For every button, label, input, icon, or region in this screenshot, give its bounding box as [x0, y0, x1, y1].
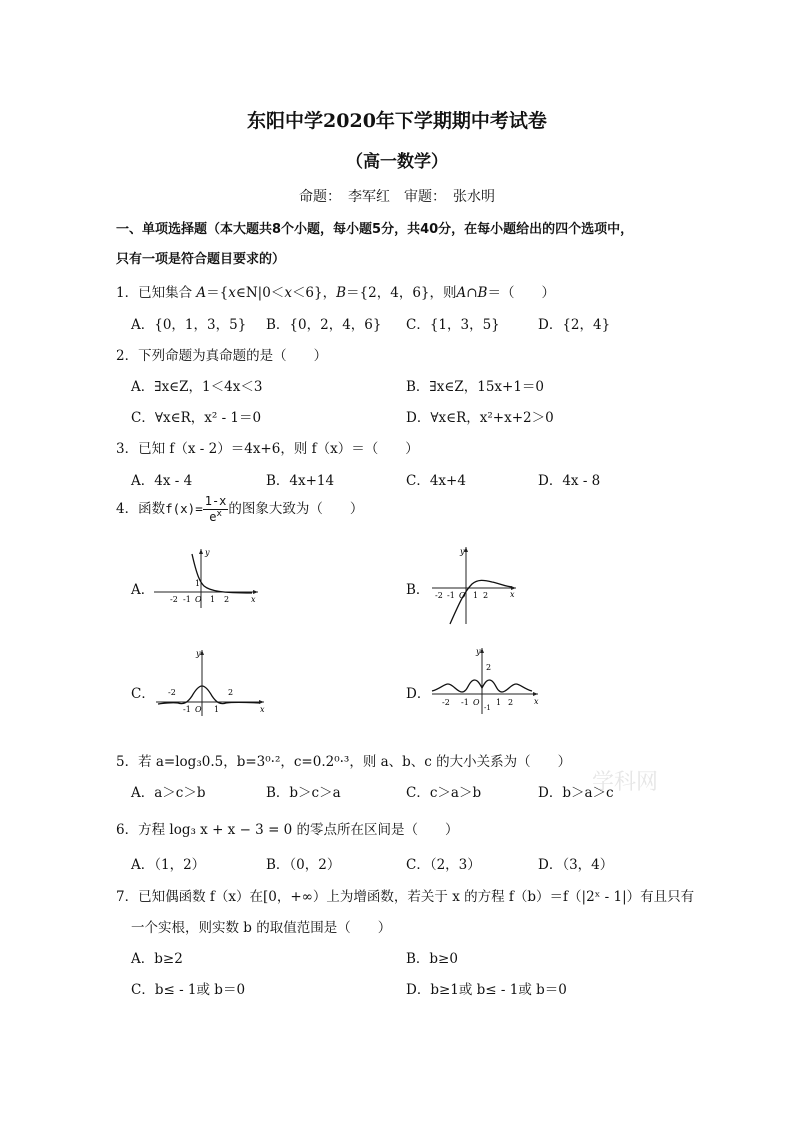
q4-label-a: A． [131, 582, 155, 598]
q1-intersection: A∩B [456, 285, 488, 301]
q7-option-a: A．b≥2 [131, 951, 183, 967]
q2-option-c: C．∀x∈R，x² - 1＝0 [131, 410, 262, 426]
graph-d-y-label: y [476, 647, 481, 656]
q1-option-b: B．{0，2，4，6} [266, 317, 382, 333]
q7-option-b: B．b≥0 [406, 951, 458, 967]
graph-a-x-label: x [251, 595, 256, 604]
graph-d-minus-one: -1 [484, 704, 491, 712]
graph-d [428, 644, 544, 716]
question-5-stem: 5．若 a=log₃0.5，b=3⁰·²，c=0.2⁰·³，则 a、b、c 的大小关系为（ ） [116, 754, 572, 770]
q1-text-i: ＝{2，4，6}，则 [346, 285, 457, 301]
q4-func: f(x)= [165, 501, 203, 516]
q6-option-c: C．（2，3） [406, 857, 481, 873]
question-4-stem [116, 494, 363, 525]
q7-option-c: C．b≤ - 1或 b＝0 [131, 982, 246, 998]
question-7-stem-line1: 7．已知偶函数 f（x）在[0，+∞）上为增函数，若关于 x 的方程 f（b）＝f（|2ˣ - 1|）有且只有 [116, 889, 695, 905]
q4-label-d: D． [406, 686, 431, 702]
graph-a-tick-2: 2 [224, 595, 230, 604]
question-2-stem: 2．下列命题为真命题的是（ ） [116, 348, 328, 364]
graph-c-tick-1: 1 [214, 705, 220, 714]
question-7-stem-line2: 一个实根，则实数 b 的取值范围是（ ） [131, 920, 392, 936]
graph-d-y-arrow [480, 648, 484, 653]
graph-a-origin: O [195, 595, 202, 604]
graph-a-tick-m2: -2 [170, 595, 178, 604]
graph-a-y-arrow [199, 549, 203, 554]
q1-text-k: ＝（ ） [487, 285, 555, 301]
question-1-stem [116, 281, 555, 301]
graph-b-tick-2: 2 [483, 591, 489, 600]
graph-a-x-arrow [253, 590, 258, 594]
q4-label-c: C． [131, 686, 155, 702]
graph-b-tick-m1: -1 [447, 591, 455, 600]
graph-d-x-arrow [533, 692, 538, 696]
graph-a [152, 546, 262, 611]
q3-option-a: A．4x - 4 [131, 473, 193, 489]
q2-option-d: D．∀x∈R，x²+x+2＞0 [406, 410, 554, 426]
graph-c-y-label: y [196, 649, 201, 658]
q4-label-b: B． [406, 582, 430, 598]
q1-set-a: A [196, 285, 207, 301]
q4-denominator [203, 510, 229, 525]
q6-option-d: D．（3，4） [538, 857, 614, 873]
graph-b-y-label: y [460, 547, 465, 556]
graph-c-origin: O [195, 705, 202, 714]
graph-a-y-label: y [205, 548, 210, 557]
graph-c-x-label: x [260, 705, 265, 714]
graph-c-tick-m1: -1 [183, 705, 191, 714]
graph-a-tick-1: 1 [210, 595, 216, 604]
q3-option-d: D．4x - 8 [538, 473, 601, 489]
graph-b-tick-m2: -2 [435, 591, 443, 600]
question-6-stem: 6．方程 log₃ x + x − 3 = 0 的零点所在区间是（ ） [116, 822, 459, 838]
graph-c [152, 646, 270, 718]
page-title: 东阳中学2020年下学期期中考试卷 [247, 110, 547, 132]
q6-option-b: B．（0，2） [266, 857, 341, 873]
q5-option-c: C．c＞a＞b [406, 785, 482, 801]
q1-set-b: B [336, 285, 347, 301]
graph-d-tick-1: 1 [496, 698, 502, 707]
q7-option-d: D．b≥1或 b≤ - 1或 b＝0 [406, 982, 567, 998]
graph-c-tick-m2: -2 [168, 688, 176, 697]
q4-den-exp: x [216, 509, 222, 519]
q1-text-g: ＜6}， [291, 285, 337, 301]
q1-var-x: x [228, 285, 236, 301]
q5-option-a: A．a＞c＞b [131, 785, 206, 801]
page-subtitle: （高一数学） [346, 152, 448, 172]
section-heading-line1: 一、单项选择题（本大题共8个小题，每小题5分，共40分，在每小题给出的四个选项中， [116, 222, 634, 237]
q3-option-c: C．4x+4 [406, 473, 466, 489]
graph-b-x-label: x [510, 590, 515, 599]
graph-b [428, 544, 523, 626]
q2-option-a: A．∃x∈Z，1＜4x＜3 [131, 379, 263, 395]
graph-b-origin: O [459, 591, 466, 600]
q2-option-b: B．∃x∈Z，15x+1＝0 [406, 379, 545, 395]
q4-numerator: 1-x [204, 494, 227, 508]
q1-var-x2: x [284, 285, 292, 301]
q6-option-a: A．（1，2） [131, 857, 206, 873]
graph-d-two: 2 [486, 663, 492, 672]
q4-text-pre: 4．函数 [116, 501, 166, 517]
graph-d-origin: O [473, 698, 480, 707]
graph-d-x-label: x [534, 697, 539, 706]
graph-c-y-arrow [200, 650, 204, 655]
q5-option-d: D．b＞a＞c [538, 785, 614, 801]
q4-text-post: 的图象大致为（ ） [228, 501, 364, 517]
q1-text-c: ＝{ [206, 285, 229, 301]
q3-option-b: B．4x+14 [266, 473, 335, 489]
q1-option-d: D．{2，4} [538, 317, 611, 333]
q4-fraction [203, 494, 229, 525]
q1-text-e: ∈N|0＜ [235, 285, 285, 301]
graph-b-curve [450, 580, 512, 624]
graph-a-tick-m1: -1 [183, 595, 191, 604]
q1-option-a: A．{0，1，3，5} [131, 317, 247, 333]
graph-c-tick-2: 2 [228, 688, 234, 697]
graph-d-tick-m2: -2 [442, 698, 450, 707]
q5-option-b: B．b＞c＞a [266, 785, 341, 801]
graph-d-tick-m1: -1 [461, 698, 469, 707]
graph-a-one: 1 [195, 579, 201, 588]
graph-b-tick-1: 1 [473, 591, 479, 600]
question-3-stem: 3．已知 f（x - 2）＝4x+6，则 f（x）＝（ ） [116, 441, 419, 457]
q1-option-c: C．{1，3，5} [406, 317, 500, 333]
graph-b-y-arrow [464, 547, 468, 552]
q4-den-base: e [209, 510, 217, 524]
watermark: 学科网 [592, 770, 659, 795]
q1-text-a: 已知集合 [138, 285, 197, 301]
section-heading-line2: 只有一项是符合题目要求的） [116, 252, 286, 267]
q1-num: 1． [116, 285, 139, 301]
authors-line: 命题： 李军红 审题： 张水明 [299, 189, 495, 205]
graph-d-tick-2: 2 [508, 698, 514, 707]
